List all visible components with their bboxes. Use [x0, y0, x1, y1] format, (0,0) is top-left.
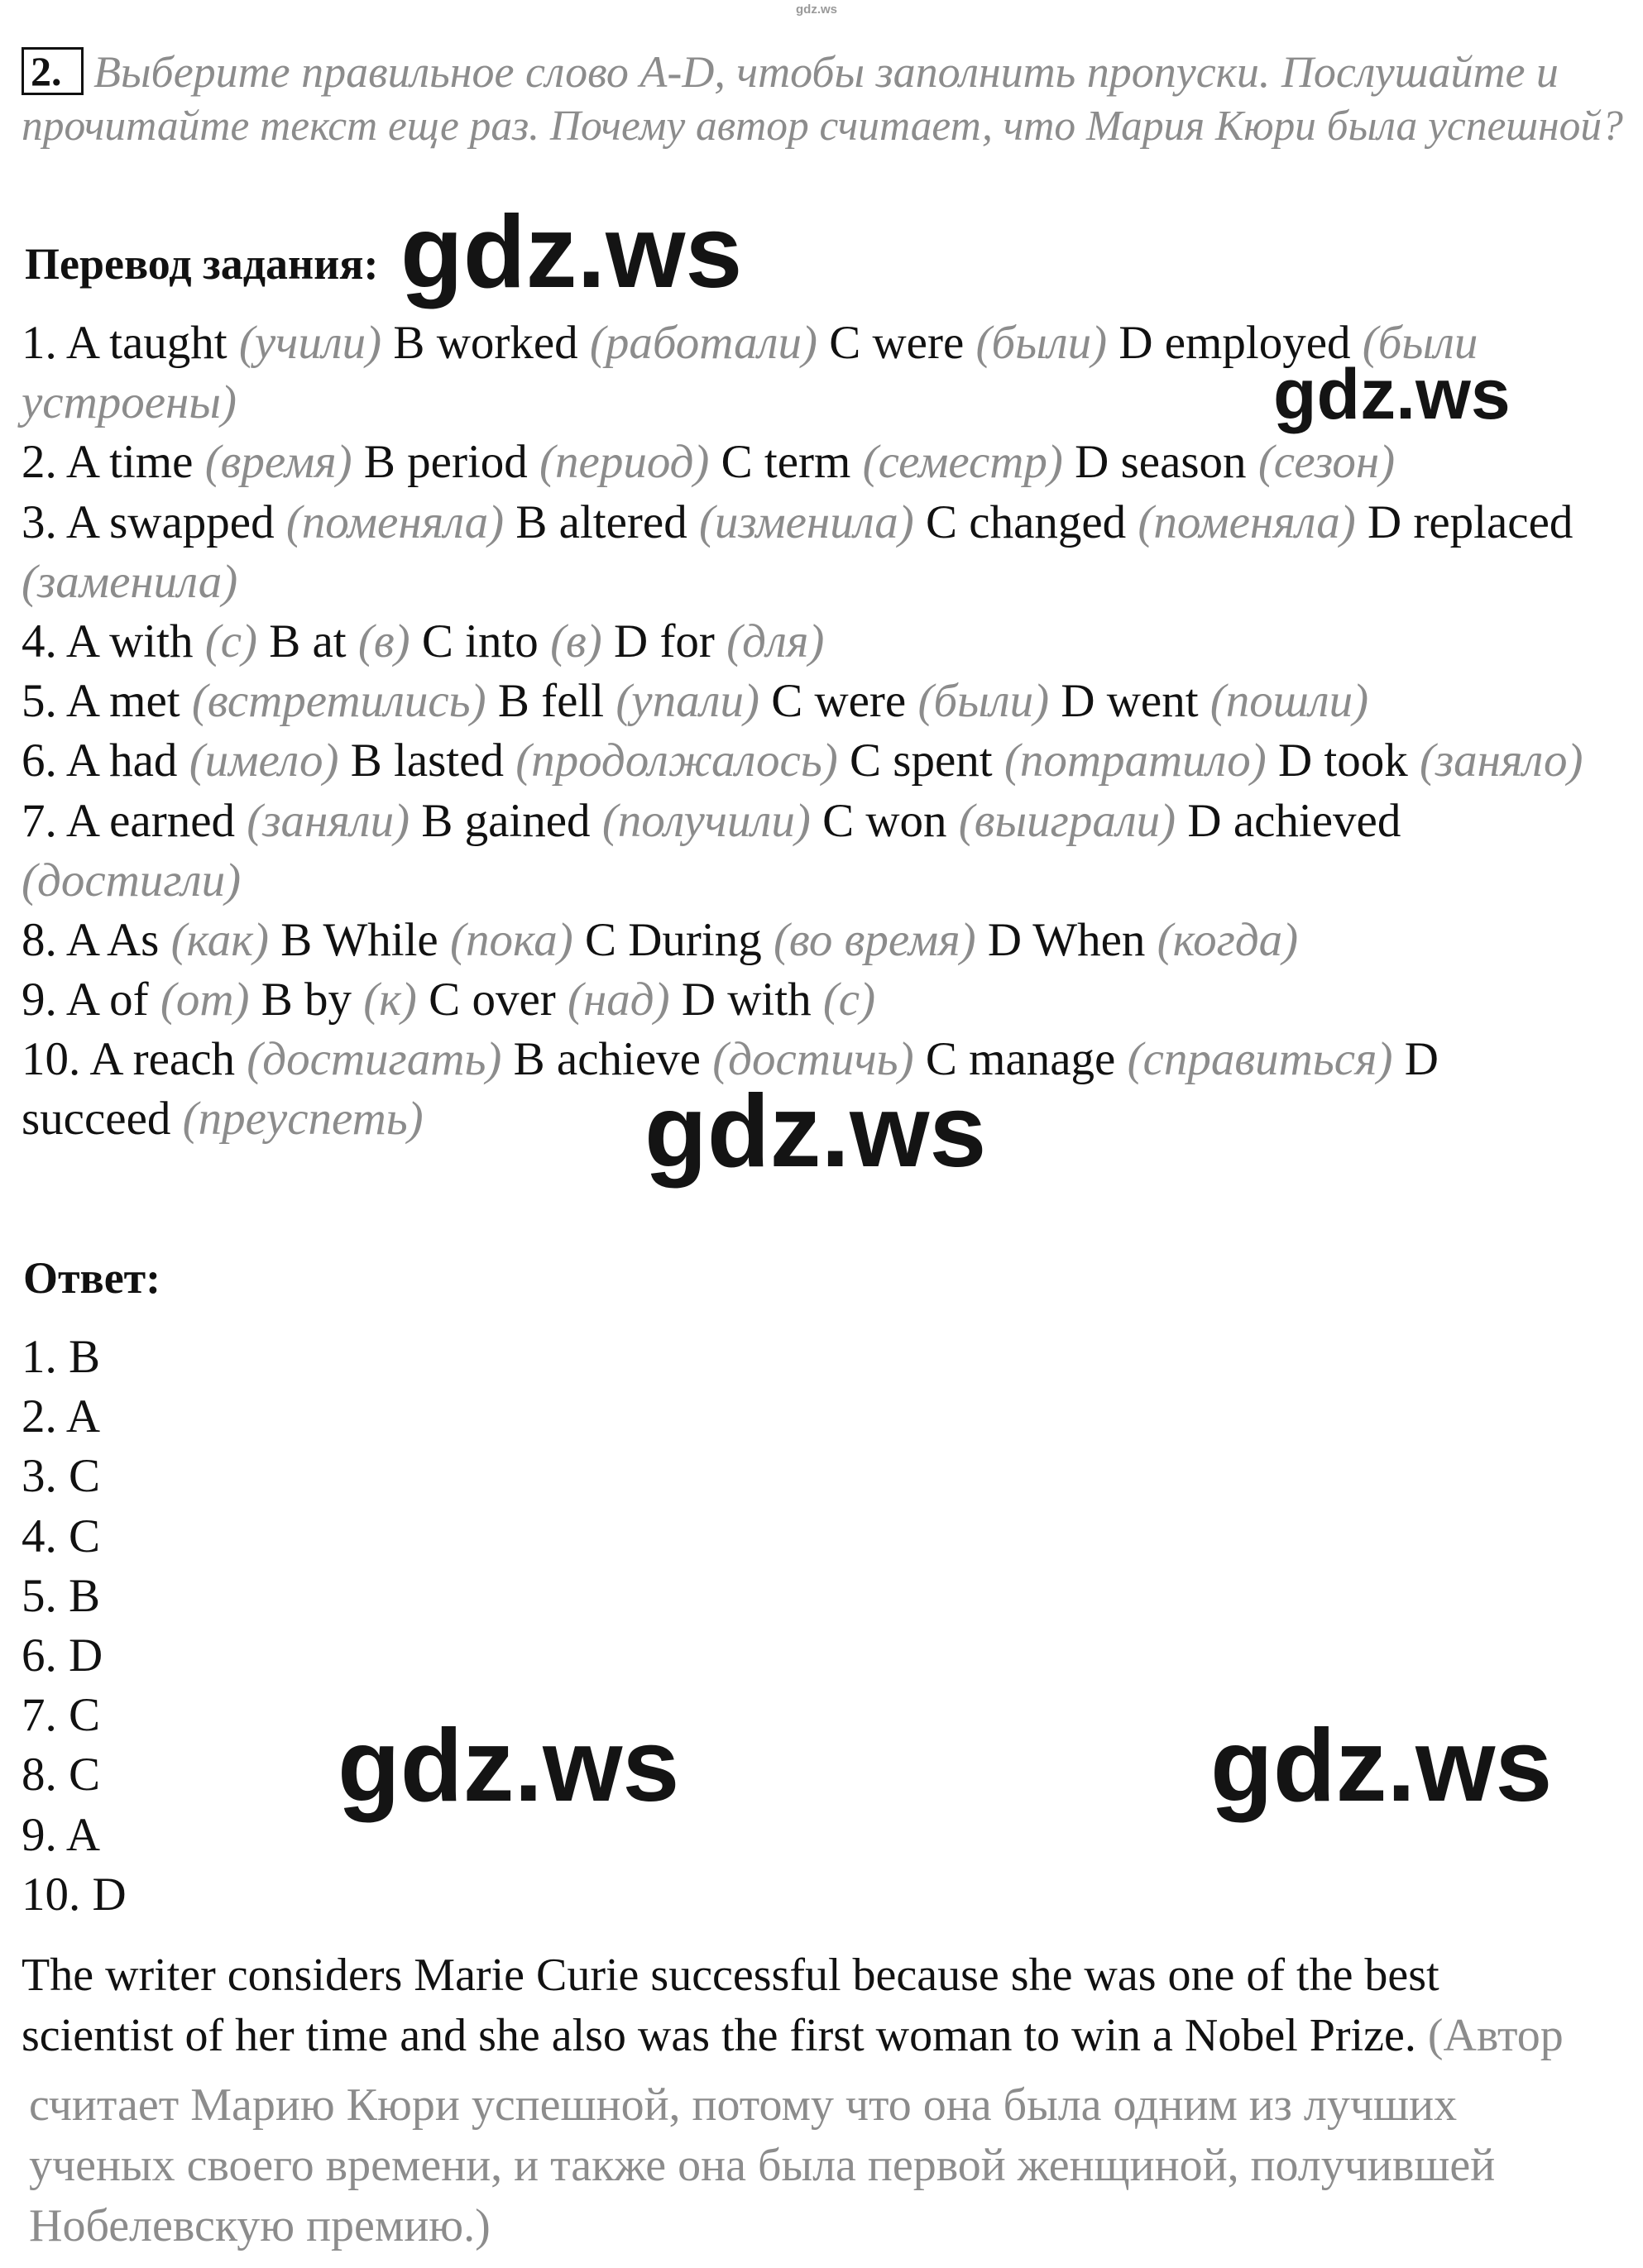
translation-gloss: (в) [550, 615, 602, 667]
source-text: C over [416, 974, 568, 1026]
source-text: D for [601, 615, 727, 667]
conclusion-line [22, 2075, 1457, 2136]
translation-line [22, 612, 824, 672]
translation-gloss: (во время) [773, 913, 976, 966]
translation-line [22, 792, 1401, 851]
translation-gloss: (достигать) [247, 1033, 502, 1086]
source-text: D with [669, 974, 823, 1026]
translation-gloss: (получили) [601, 794, 811, 847]
translation-line [22, 731, 1583, 791]
translation-gloss: (время) [204, 436, 352, 489]
answer-heading: Ответ: [23, 1253, 161, 1303]
translation-line [22, 911, 1298, 970]
translation-gloss: (над) [567, 974, 670, 1026]
translation-gloss: (были) [917, 675, 1050, 728]
answer-item: 7. C [22, 1689, 101, 1742]
translation-gloss: (потратило) [1004, 734, 1267, 787]
translation-gloss: (когда) [1157, 913, 1299, 966]
source-text: 9. A of [22, 974, 160, 1026]
task-instruction-line: прочитайте текст еще раз. Почему автор считает, что Мария Кюри была успешной? [22, 103, 1623, 150]
translation-gloss: (с) [204, 615, 257, 667]
answer-item: 5. B [22, 1569, 101, 1622]
source-text: D employed [1107, 317, 1363, 369]
watermark: gdz.ws [1210, 1709, 1553, 1823]
translation-gloss: (достичь) [712, 1033, 914, 1086]
translation-gloss: (выиграли) [958, 794, 1176, 847]
translation-gloss: (преуспеть) [182, 1093, 424, 1146]
source-text: 6. A had [22, 734, 189, 787]
source-text: C into [410, 615, 551, 667]
answer-item: 6. D [22, 1629, 103, 1682]
source-text: B period [352, 436, 540, 489]
translation-line [22, 493, 1573, 553]
translation-gloss: ученых своего времени, и также она была первой женщиной, получившей [29, 2140, 1496, 2191]
watermark: gdz.ws [644, 1074, 987, 1189]
source-text: D went [1049, 675, 1210, 728]
translation-gloss: (заменила) [22, 555, 238, 608]
watermark: gdz.ws [338, 1709, 680, 1823]
translation-gloss: (от) [160, 974, 250, 1026]
source-text: B lasted [338, 734, 516, 787]
source-text: D [1392, 1033, 1439, 1086]
source-text: 3. A swapped [22, 495, 286, 548]
translation-gloss: (продолжалось) [515, 734, 838, 787]
translation-gloss: (заняли) [247, 794, 410, 847]
translation-gloss: (с) [822, 974, 876, 1026]
source-text: succeed [22, 1093, 183, 1146]
source-text: B achieve [501, 1033, 713, 1086]
translation-gloss: (в) [357, 615, 410, 667]
source-text: D When [975, 913, 1157, 966]
translation-gloss: (поменяла) [1138, 495, 1356, 548]
source-text: D took [1266, 734, 1420, 787]
answer-item: 1. B [22, 1331, 101, 1383]
translation-gloss: (изменила) [698, 495, 914, 548]
source-text: C changed [913, 495, 1138, 548]
answer-item: 9. A [22, 1808, 101, 1861]
watermark: gdz.ws [1273, 355, 1511, 434]
translation-gloss: устроены) [22, 376, 237, 429]
translation-gloss: (период) [539, 436, 710, 489]
conclusion-paragraph [22, 1945, 1564, 2256]
answer-item: 4. C [22, 1510, 101, 1562]
translation-gloss: считает Марию Кюри успешной, потому что она была одним из лучших [29, 2079, 1458, 2131]
source-text: 2. A time [22, 436, 205, 489]
source-text: B worked [381, 317, 590, 369]
translation-line [22, 553, 237, 612]
source-text: 7. A earned [22, 794, 247, 847]
site-watermark-small: gdz.ws [796, 2, 838, 17]
translation-gloss: (поменяла) [285, 495, 505, 548]
translation-gloss: (как) [170, 913, 269, 966]
source-text: C won [810, 794, 959, 847]
source-text: C were [817, 317, 976, 369]
translation-gloss: (справиться) [1127, 1033, 1393, 1086]
watermark: gdz.ws [400, 195, 743, 309]
translation-gloss: (были [1362, 317, 1478, 369]
answer-list [22, 1328, 127, 1925]
source-text: The writer considers Marie Curie successful because she was one of the best [22, 1950, 1439, 2001]
translation-line [22, 373, 237, 433]
source-text: C spent [837, 734, 1004, 787]
source-text: B by [249, 974, 364, 1026]
conclusion-line [22, 2196, 491, 2256]
answer-item: 10. D [22, 1868, 127, 1921]
translation-gloss: (работали) [589, 317, 817, 369]
translation-gloss: (сезон) [1257, 436, 1396, 489]
source-text: B altered [504, 495, 699, 548]
translation-line [22, 1089, 424, 1149]
task-number-box: 2. [22, 47, 84, 95]
translation-line [22, 313, 1478, 373]
source-text: B gained [410, 794, 602, 847]
source-text: B at [256, 615, 358, 667]
source-text: C were [759, 675, 918, 728]
answer-item: 8. C [22, 1749, 101, 1801]
translation-gloss: (упали) [616, 675, 759, 728]
translation-gloss: (Автор [1427, 2010, 1564, 2061]
translation-line [22, 970, 875, 1030]
source-text: 1. A taught [22, 317, 239, 369]
translation-gloss: Нобелевскую премию.) [29, 2200, 491, 2251]
conclusion-line [22, 2006, 1564, 2066]
translation-gloss: (к) [363, 974, 417, 1026]
source-text: 5. A met [22, 675, 192, 728]
translation-gloss: (имело) [189, 734, 339, 787]
translation-line [22, 851, 241, 911]
conclusion-line [22, 2136, 1495, 2196]
translation-gloss: (заняло) [1419, 734, 1583, 787]
translation-heading: Перевод задания: [25, 239, 379, 289]
source-text: C term [709, 436, 863, 489]
translation-gloss: (для) [726, 615, 825, 667]
source-text: 4. A with [22, 615, 205, 667]
translation-gloss: (семестр) [862, 436, 1063, 489]
translation-gloss: (достигли) [22, 854, 242, 907]
source-text: D season [1062, 436, 1258, 489]
conclusion-line [22, 1945, 1439, 2006]
source-text: D achieved [1176, 794, 1401, 847]
task-instruction-line: Выберите правильное слово A-D, чтобы заполнить пропуски. Послушайте и [93, 47, 1559, 97]
source-text: D replaced [1355, 495, 1574, 548]
translation-gloss: (были) [975, 317, 1108, 369]
translation-list [22, 313, 1583, 1150]
source-text: 8. A As [22, 913, 171, 966]
translation-line [22, 433, 1395, 492]
answer-item: 2. A [22, 1390, 101, 1443]
translation-gloss: (пошли) [1209, 675, 1369, 728]
source-text: 10. A reach [22, 1033, 247, 1086]
source-text: scientist of her time and she also was the first woman to win a Nobel Prize. [22, 2010, 1428, 2061]
source-text: B fell [486, 675, 616, 728]
source-text: C manage [913, 1033, 1128, 1086]
source-text: B While [268, 913, 450, 966]
translation-gloss: (встретились) [191, 675, 486, 728]
translation-gloss: (учили) [238, 317, 382, 369]
source-text: C During [572, 913, 774, 966]
answer-item: 3. C [22, 1450, 101, 1503]
translation-line [22, 672, 1368, 731]
translation-gloss: (пока) [449, 913, 573, 966]
